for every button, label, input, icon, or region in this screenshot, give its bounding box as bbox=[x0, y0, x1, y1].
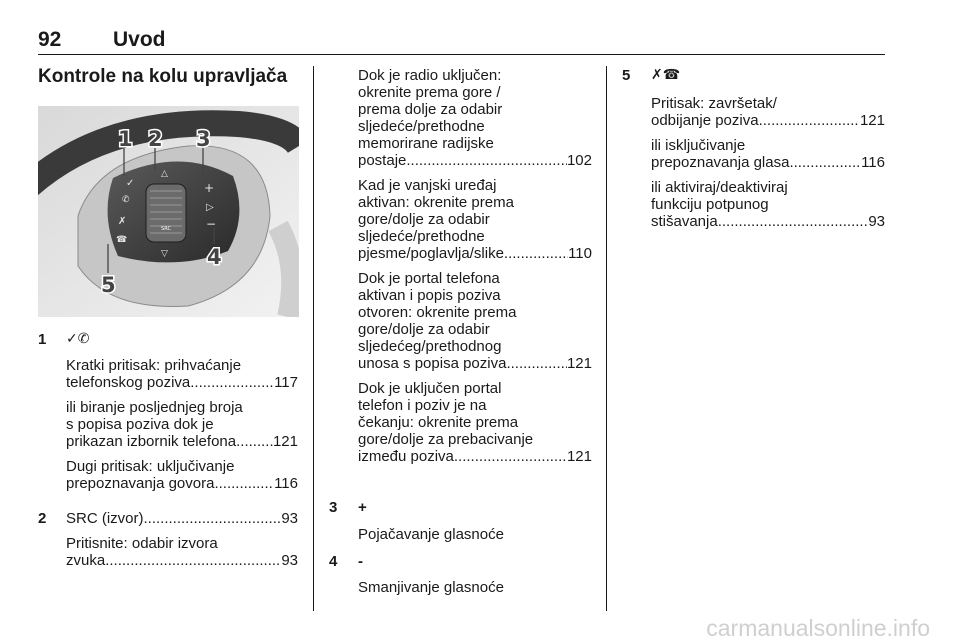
section-title: Kontrole na kolu upravljača bbox=[38, 66, 288, 87]
item-4-number: 4 bbox=[329, 553, 338, 570]
item-1-number: 1 bbox=[38, 331, 47, 348]
item-1-symbol: ✓✆ bbox=[66, 331, 90, 347]
page-ref[interactable]: 93 bbox=[281, 552, 298, 569]
page-ref[interactable]: 93 bbox=[868, 213, 885, 230]
item-3-symbol: + bbox=[358, 499, 367, 516]
callout-1: 1 bbox=[118, 127, 133, 151]
item-5-number: 5 bbox=[622, 67, 631, 84]
svg-text:✗: ✗ bbox=[118, 216, 127, 227]
col2-para-3: Dok je portal telefona aktivan i popis poziva otvoren: okrenite prema gore/dolje za odabir sljedećeg/prethodnog unosa s popisa poziva ..... 121 bbox=[358, 270, 592, 372]
page-ref[interactable]: 117 bbox=[274, 374, 298, 391]
watermark: carmanualsonline.info bbox=[706, 615, 930, 641]
callout-3: 3 bbox=[196, 127, 211, 151]
callout-5: 5 bbox=[101, 273, 116, 297]
page-ref[interactable]: 121 bbox=[859, 112, 885, 129]
item-2-description bbox=[66, 510, 298, 577]
svg-text:▷: ▷ bbox=[206, 202, 214, 213]
chapter-title: Uvod bbox=[113, 28, 166, 51]
page-ref[interactable]: 110 bbox=[568, 245, 592, 262]
page-ref[interactable]: 121 bbox=[566, 355, 592, 372]
column-divider-2 bbox=[606, 66, 607, 611]
src-button-label: SRC bbox=[161, 226, 171, 232]
steering-wheel-figure bbox=[38, 106, 299, 317]
svg-text:△: △ bbox=[161, 169, 168, 179]
item-4-text: Smanjivanje glasnoće bbox=[358, 579, 504, 596]
item-5-para-3: ili aktiviraj/deaktiviraj funkciju potpunog stišavanja ..... 93 bbox=[651, 179, 885, 230]
item-2-continued bbox=[358, 67, 592, 473]
svg-text:−: − bbox=[206, 217, 217, 231]
page-ref[interactable]: 93 bbox=[281, 510, 298, 527]
item-1-description bbox=[66, 357, 298, 500]
item-2-number: 2 bbox=[38, 510, 47, 527]
svg-text:+: + bbox=[204, 181, 215, 195]
item-2-para-1: SRC (izvor) ..... 93 bbox=[66, 510, 298, 527]
svg-text:✓: ✓ bbox=[126, 178, 135, 189]
item-1-para-2: ili biranje posljednjeg broja s popisa poziva dok je prikazan izbornik telefona ..... 121 bbox=[66, 399, 298, 450]
item-1-para-1: Kratki pritisak: prihvaćanje telefonskog poziva ..... 117 bbox=[66, 357, 298, 391]
col2-para-2: Kad je vanjski uređaj aktivan: okrenite prema gore/dolje za odabir sljedeće/prethodne pjesme/poglavlja/slike ..... 110 bbox=[358, 177, 592, 262]
item-2-para-2: Pritisnite: odabir izvora zvuka ..... 93 bbox=[66, 535, 298, 569]
col2-para-4: Dok je uključen portal telefon i poziv je na čekanju: okrenite prema gore/dolje za prebacivanje između poziva ..... 121 bbox=[358, 380, 592, 465]
item-5-symbol: ✗☎ bbox=[651, 67, 681, 83]
page-ref[interactable]: 121 bbox=[566, 448, 592, 465]
page-ref[interactable]: 116 bbox=[861, 154, 885, 171]
item-1-para-3: Dugi pritisak: uključivanje prepoznavanja govora ..... 116 bbox=[66, 458, 298, 492]
item-5-description bbox=[651, 95, 885, 238]
svg-text:✆: ✆ bbox=[122, 195, 130, 205]
item-3-number: 3 bbox=[329, 499, 338, 516]
page-ref[interactable]: 116 bbox=[274, 475, 298, 492]
page-ref[interactable]: 121 bbox=[272, 433, 298, 450]
page-ref[interactable]: 102 bbox=[566, 152, 592, 169]
column-divider-1 bbox=[313, 66, 314, 611]
item-4-symbol: - bbox=[358, 553, 363, 570]
page-number: 92 bbox=[38, 28, 62, 51]
svg-text:▽: ▽ bbox=[161, 249, 168, 259]
col2-para-1: Dok je radio uključen: okrenite prema gore / prema dolje za odabir sljedeće/prethodne memorirane radijske postaje ..... 102 bbox=[358, 67, 592, 169]
item-5-para-2: ili isključivanje prepoznavanja glasa ..... 116 bbox=[651, 137, 885, 171]
steering-wheel-illustration bbox=[38, 106, 299, 317]
callout-4: 4 bbox=[207, 245, 222, 269]
callout-2: 2 bbox=[148, 127, 163, 151]
header-rule bbox=[38, 54, 885, 55]
item-5-para-1: Pritisak: završetak/ odbijanje poziva ..... 121 bbox=[651, 95, 885, 129]
item-3-text: Pojačavanje glasnoće bbox=[358, 526, 504, 543]
svg-text:☎: ☎ bbox=[116, 235, 128, 245]
